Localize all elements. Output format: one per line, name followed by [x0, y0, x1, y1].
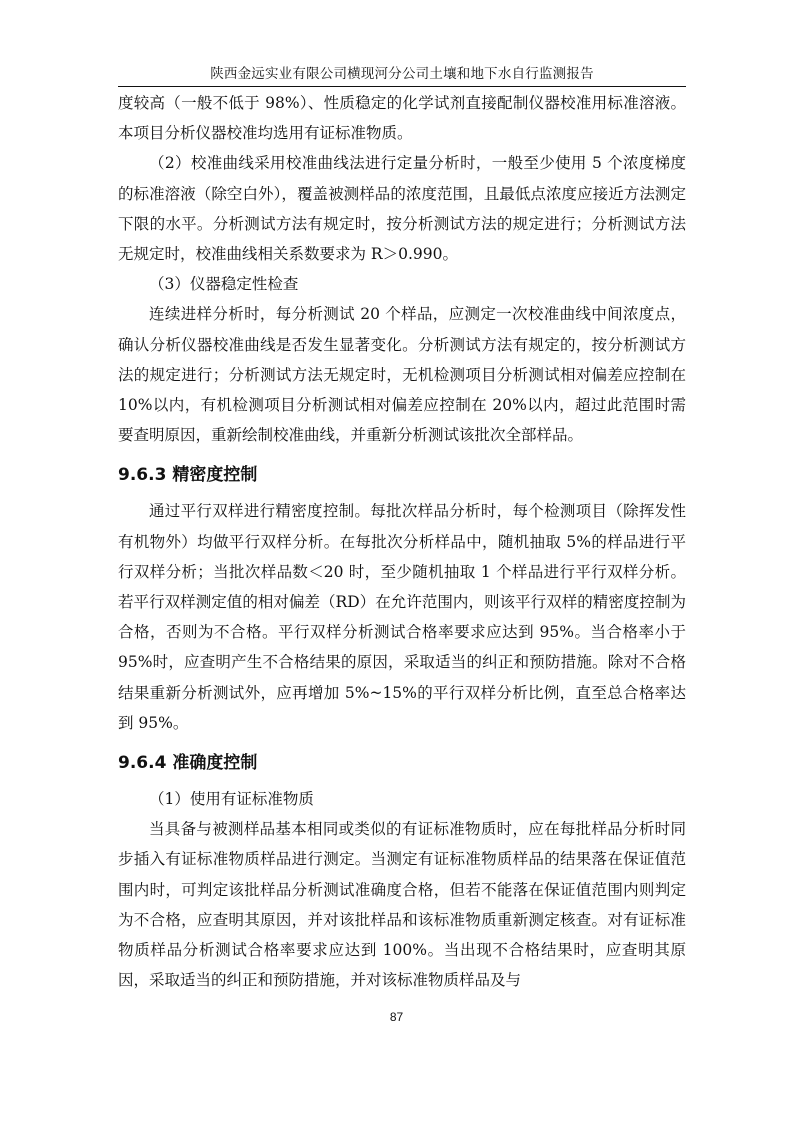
page-number: 87 — [389, 1010, 404, 1024]
section-heading-precision-control: 9.6.3 精密度控制 — [118, 465, 258, 486]
page-header: 陕西金远实业有限公司横现河分公司土壤和地下水自行监测报告 — [118, 64, 686, 87]
section-heading-accuracy-control: 9.6.4 准确度控制 — [118, 753, 258, 774]
paragraph-instrument-stability: 连续进样分析时，每分析测试 20 个样品，应测定一次校准曲线中间浓度点，确认分析仪器校准曲线是否发生显著变化。分析测试方法有规定的，按分析测试方法的规定进行；分析测试方法无规定时，无机检测项目分析测试相对偏差应控制在 10%以内，有机检测项目分析测试相对偏差应控制在 20%以内，超过此范围时需要查明原因，重新绘制校准曲线，并重新分析测试该批次全部样品。 — [118, 305, 686, 445]
page-content — [118, 88, 686, 995]
subheading-certified-reference: （1）使用有证标准物质 — [149, 790, 314, 809]
paragraph-certified-reference: 当具备与被测样品基本相同或类似的有证标准物质时，应在每批样品分析时同步插入有证标准物质样品进行测定。当测定有证标准物质样品的结果落在保证值范围内时，可判定该批样品分析测试准确度合格，但若不能落在保证值范围内则判定为不合格，应查明其原因，并对该批样品和该标准物质重新测定核查。对有证标准物质样品分析测试合格率要求应达到 100%。当出现不合格结果时，应查明其原因，采取适当的纠正和预防措施，并对该标准物质样品及与 — [118, 820, 686, 990]
subheading-instrument-stability: （3）仪器稳定性检查 — [149, 275, 299, 294]
paragraph-precision-control: 通过平行双样进行精密度控制。每批次样品分析时，每个检测项目（除挥发性有机物外）均做平行双样分析。在每批次分析样品中，随机抽取 5%的样品进行平行双样分析；当批次样品数＜20 时，至少随机抽取 1 个样品进行平行双样分析。若平行双样测定值的相对偏差（RD）在允许范围内，则该平行双样的精密度控制为合格，否则为不合格。平行双样分析测试合格率要求应达到 95%。当合格率小于 95%时，应查明产生不合格结果的原因，采取适当的纠正和预防措施。除对不合格结果重新分析测试外，应再增加 5%~15%的平行双样分析比例，直至总合格率达到 95%。 — [118, 502, 686, 732]
paragraph-calibration-curve: （2）校准曲线采用校准曲线法进行定量分析时，一般至少使用 5 个浓度梯度的标准溶液（除空白外），覆盖被测样品的浓度范围，且最低点浓度应接近方法测定下限的水平。分析测试方法有规定时，按分析测试方法的规定进行；分析测试方法无规定时，校准曲线相关系数要求为 R＞0.990。 — [118, 154, 686, 264]
paragraph-reagent-purity: 度较高（一般不低于 98%）、性质稳定的化学试剂直接配制仪器校准用标准溶液。本项目分析仪器校准均选用有证标准物质。 — [118, 94, 686, 143]
